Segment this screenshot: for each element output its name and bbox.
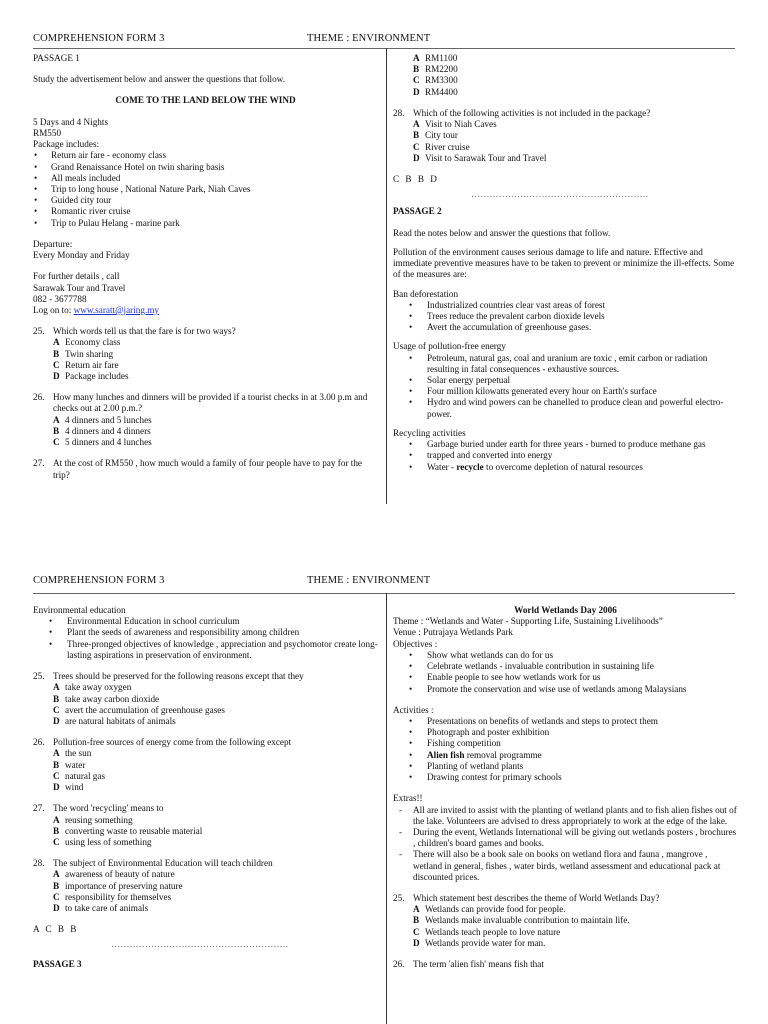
option-text: importance of preserving nature bbox=[65, 880, 183, 891]
page2-header-left: COMPREHENSION FORM 3 bbox=[33, 575, 165, 586]
option bbox=[393, 904, 738, 915]
option-text: 4 dinners and 4 dinners bbox=[65, 425, 151, 436]
list-item: • Solar energy perpetual bbox=[393, 375, 738, 386]
alien-fish-bold: Alien fish bbox=[427, 749, 465, 760]
question-number: 25. bbox=[33, 326, 45, 337]
option-letter: A bbox=[53, 337, 60, 348]
list-item: - All are invited to assist with the planting of wetland plants and to fish alien fishes out of the lake. Volunteers are advised to dress appropriately to work at the edge of the lake. bbox=[393, 805, 738, 827]
list-item bbox=[393, 462, 738, 473]
option bbox=[33, 426, 378, 437]
option bbox=[33, 705, 378, 716]
question-text: At the cost of RM550 , how much would a family of four people have to pay for the trip? bbox=[53, 458, 362, 480]
option-text: awareness of beauty of nature bbox=[65, 869, 175, 880]
option-letter: B bbox=[53, 348, 60, 359]
option-letter: B bbox=[413, 130, 420, 141]
option-letter: C bbox=[53, 770, 60, 781]
question-text: Which of the following activities is not included in the package? bbox=[413, 107, 651, 118]
dotted-separator: …………………………………………………. bbox=[111, 939, 288, 950]
question-text: The word 'recycling' means to bbox=[53, 803, 164, 814]
option-text: River cruise bbox=[425, 141, 470, 152]
website-link[interactable]: www.saratt@jaring.my bbox=[73, 304, 160, 315]
option bbox=[33, 782, 378, 793]
list-item: • Plant the seeds of awareness and responsibility among children bbox=[33, 627, 378, 638]
list-item: • Environmental Education in school curriculum bbox=[33, 616, 378, 627]
list-item: • Enable people to see how wetlands work for us bbox=[393, 672, 738, 683]
question-28 bbox=[33, 858, 378, 869]
package-list bbox=[33, 150, 378, 229]
option-text: 4 dinners and 5 lunches bbox=[65, 414, 152, 425]
option bbox=[33, 892, 378, 903]
option bbox=[33, 837, 378, 848]
list-item: • Petroleum, natural gas, coal and uranium are toxic , emit carbon or radiation resulting in fatal consequences - exhaustive sources. bbox=[393, 353, 738, 375]
question-26 bbox=[393, 959, 738, 970]
option-text: Package includes bbox=[65, 371, 129, 382]
page1-header-right: THEME : ENVIRONMENT bbox=[307, 33, 431, 44]
list-item: • Trip to Pulau Helang - marine park bbox=[33, 218, 378, 229]
page1-header-left: COMPREHENSION FORM 3 bbox=[33, 33, 165, 44]
list-item: • Planting of wetland plants bbox=[393, 761, 738, 772]
option-text: take away carbon dioxide bbox=[65, 693, 160, 704]
passage3-label: PASSAGE 3 bbox=[33, 958, 82, 969]
option-text: converting waste to reusable material bbox=[65, 825, 203, 836]
option-letter: D bbox=[53, 903, 60, 914]
company-name: Sarawak Tour and Travel bbox=[33, 282, 126, 293]
dotted-separator: …………………………………………………. bbox=[471, 189, 648, 200]
energy-list bbox=[393, 353, 738, 420]
option-text: using less of something bbox=[65, 836, 152, 847]
option bbox=[33, 716, 378, 727]
option-letter: D bbox=[53, 371, 60, 382]
recycling-list bbox=[393, 439, 738, 473]
option bbox=[33, 815, 378, 826]
objectives-list bbox=[393, 650, 738, 695]
question-text: Trees should be preserved for the following reasons except that they bbox=[53, 671, 304, 682]
option-letter: A bbox=[53, 814, 60, 825]
option-letter: C bbox=[53, 437, 60, 448]
page1-header-rule bbox=[33, 48, 735, 49]
question-number: 25. bbox=[393, 893, 405, 904]
question-25 bbox=[393, 893, 738, 904]
option-letter: D bbox=[53, 715, 60, 726]
list-item: • Show what wetlands can do for us bbox=[393, 650, 738, 661]
package-heading: Package includes: bbox=[33, 139, 100, 150]
option bbox=[33, 881, 378, 892]
wetlands-venue: Venue : Putrajaya Wetlands Park bbox=[393, 627, 514, 638]
option-letter: D bbox=[53, 782, 60, 793]
option bbox=[393, 87, 738, 98]
option-text: RM3300 bbox=[425, 75, 458, 86]
list-item: • Trees reduce the prevalent carbon dioxide levels bbox=[393, 311, 738, 322]
option-text: Economy class bbox=[65, 337, 121, 348]
option-text: reusing something bbox=[65, 814, 133, 825]
option-letter: B bbox=[413, 64, 420, 75]
ad-title: COME TO THE LAND BELOW THE WIND bbox=[115, 95, 296, 106]
page2-right-column bbox=[393, 605, 738, 970]
option bbox=[33, 826, 378, 837]
option-text: the sun bbox=[65, 748, 92, 759]
option-letter: A bbox=[413, 53, 420, 63]
objectives-heading: Objectives : bbox=[393, 638, 438, 649]
list-item: • trapped and converted into energy bbox=[393, 450, 738, 461]
option bbox=[33, 694, 378, 705]
list-item: • Grand Renaissance Hotel on twin sharing basis bbox=[33, 162, 378, 173]
question-27 bbox=[33, 458, 378, 480]
question-number: 28. bbox=[33, 858, 45, 869]
list-item: • Fishing competition bbox=[393, 738, 738, 749]
passage1-instruction: Study the advertisement below and answer the questions that follow. bbox=[33, 74, 286, 85]
list-item: • Photograph and poster exhibition bbox=[393, 727, 738, 738]
details-heading: For further details , call bbox=[33, 271, 120, 282]
list-item: - During the event, Wetlands International will be giving out wetlands posters , brochures , children's board games and books. bbox=[393, 827, 738, 849]
question-text: How many lunches and dinners will be provided if a tourist checks in at 3.00 p.m and checks out at 2.00 p.m.? bbox=[53, 392, 368, 414]
question-text: The subject of Environmental Education will teach children bbox=[53, 858, 273, 869]
question-26 bbox=[33, 392, 378, 414]
option-letter: A bbox=[413, 119, 420, 130]
option-letter: C bbox=[413, 75, 420, 86]
list-item: • Presentations on benefits of wetlands and steps to protect them bbox=[393, 716, 738, 727]
question-number: 26. bbox=[33, 392, 45, 403]
activities-list bbox=[393, 716, 738, 783]
option bbox=[33, 682, 378, 693]
water-prefix: Water - bbox=[427, 461, 457, 472]
question-25 bbox=[33, 326, 378, 337]
question-28 bbox=[393, 108, 738, 119]
question-text: Pollution-free sources of energy come from the following except bbox=[53, 737, 292, 748]
question-text: Which statement best describes the theme of World Wetlands Day? bbox=[413, 893, 660, 904]
passage1-label: PASSAGE 1 bbox=[33, 53, 80, 63]
passage2-instruction: Read the notes below and answer the questions that follow. bbox=[393, 227, 611, 238]
option-letter: B bbox=[413, 915, 420, 926]
option bbox=[393, 130, 738, 141]
option-text: take away oxygen bbox=[65, 682, 132, 693]
option bbox=[393, 119, 738, 130]
option-letter: A bbox=[413, 904, 420, 915]
option-letter: D bbox=[413, 86, 420, 97]
page2-column-divider bbox=[386, 593, 387, 1024]
question-number: 27. bbox=[33, 803, 45, 814]
option bbox=[393, 64, 738, 75]
option bbox=[33, 337, 378, 348]
list-item: • Trip to long house , National Nature Park, Niah Caves bbox=[33, 184, 378, 195]
list-item: • Celebrate wetlands - invaluable contribution in sustaining life bbox=[393, 661, 738, 672]
departure-heading: Departure: bbox=[33, 238, 73, 249]
option-text: water bbox=[65, 759, 86, 770]
logon-line bbox=[33, 305, 378, 316]
option-text: Wetlands can provide food for people. bbox=[425, 904, 566, 915]
passage2-intro: Pollution of the environment causes serious damage to life and nature. Effective and immediate preventive measures have to be taken to prevent or minimize the ill-effects. Some of the measures are: bbox=[393, 246, 735, 280]
option bbox=[33, 349, 378, 360]
option-letter: C bbox=[413, 926, 420, 937]
option-letter: A bbox=[53, 414, 60, 425]
option bbox=[33, 360, 378, 371]
option-letter: B bbox=[53, 693, 60, 704]
water-suffix: to overcome depletion of natural resources bbox=[483, 461, 643, 472]
option-text: Twin sharing bbox=[65, 348, 114, 359]
option-text: RM2200 bbox=[425, 64, 458, 75]
question-26 bbox=[33, 737, 378, 748]
option-letter: C bbox=[53, 359, 60, 370]
list-item: • Guided city tour bbox=[33, 195, 378, 206]
option-letter: C bbox=[53, 836, 60, 847]
option bbox=[393, 915, 738, 926]
page1-left-column bbox=[33, 53, 378, 481]
extras-heading: Extras!! bbox=[393, 793, 423, 804]
option bbox=[33, 903, 378, 914]
option-text: Wetlands provide water for man. bbox=[425, 937, 546, 948]
answer-key: A C B B bbox=[33, 924, 79, 935]
option-text: are natural habitats of animals bbox=[65, 715, 176, 726]
option-text: avert the accumulation of greenhouse gases bbox=[65, 704, 225, 715]
energy-heading: Usage of pollution-free energy bbox=[393, 341, 506, 352]
wetlands-theme: Theme : “Wetlands and Water - Supporting Life, Sustaining Livelihoods” bbox=[393, 616, 663, 627]
option-text: to take care of animals bbox=[65, 903, 149, 914]
list-item: • Avert the accumulation of greenhouse gases. bbox=[393, 322, 738, 333]
question-text: Which words tell us that the fare is for two ways? bbox=[53, 326, 236, 337]
recycling-heading: Recycling activities bbox=[393, 427, 466, 438]
option bbox=[33, 415, 378, 426]
option-text: RM1100 bbox=[425, 53, 458, 63]
option-letter: B bbox=[53, 425, 60, 436]
option bbox=[393, 153, 738, 164]
ban-list bbox=[393, 300, 738, 334]
page2-header-right: THEME : ENVIRONMENT bbox=[307, 575, 431, 586]
option-text: City tour bbox=[425, 130, 458, 141]
question-27 bbox=[33, 803, 378, 814]
ad-duration: 5 Days and 4 Nights bbox=[33, 116, 109, 127]
phone-number: 082 - 3677788 bbox=[33, 293, 87, 304]
list-item: • Industrialized countries clear vast areas of forest bbox=[393, 300, 738, 311]
option-text: responsibility for themselves bbox=[65, 891, 172, 902]
list-item: • Promote the conservation and wise use of wetlands among Malaysians bbox=[393, 684, 738, 695]
question-number: 27. bbox=[33, 458, 45, 469]
option-text: Wetlands make invaluable contribution to maintain life. bbox=[425, 915, 630, 926]
option-text: Return air fare bbox=[65, 359, 119, 370]
option-letter: A bbox=[53, 869, 60, 880]
option bbox=[393, 75, 738, 86]
option bbox=[33, 760, 378, 771]
list-item: - There will also be a book sale on books on wetland flora and fauna , mangrove , wetland in general, fishes , water birds, wetland assessment and educational pack at discounted prices. bbox=[393, 849, 738, 883]
activities-heading: Activities : bbox=[393, 704, 434, 715]
departure-days: Every Monday and Friday bbox=[33, 250, 130, 261]
list-item: • Drawing contest for primary schools bbox=[393, 772, 738, 783]
list-item: • Four million kilowatts generated every hour on Earth's surface bbox=[393, 386, 738, 397]
list-item: • Garbage buried under earth for three years - burned to produce methane gas bbox=[393, 439, 738, 450]
wetlands-title: World Wetlands Day 2006 bbox=[514, 605, 617, 615]
option-text: Visit to Sarawak Tour and Travel bbox=[425, 152, 547, 163]
page1-column-divider bbox=[386, 48, 387, 504]
list-item: • Romantic river cruise bbox=[33, 206, 378, 217]
option-letter: B bbox=[53, 759, 60, 770]
env-heading: Environmental education bbox=[33, 605, 126, 615]
option-letter: B bbox=[53, 825, 60, 836]
option bbox=[33, 748, 378, 759]
option-text: wind bbox=[65, 782, 84, 793]
page2-left-column bbox=[33, 605, 378, 970]
water-bold: recycle bbox=[456, 461, 484, 472]
question-number: 26. bbox=[33, 737, 45, 748]
option-letter: B bbox=[53, 880, 60, 891]
question-text: The term 'alien fish' means fish that bbox=[413, 959, 544, 970]
option bbox=[33, 869, 378, 880]
option-letter: C bbox=[413, 141, 420, 152]
option bbox=[393, 938, 738, 949]
logon-label: Log on to: bbox=[33, 304, 74, 315]
question-number: 28. bbox=[393, 107, 405, 118]
option bbox=[33, 437, 378, 448]
page1-right-column bbox=[393, 53, 738, 473]
list-item: • All meals included bbox=[33, 173, 378, 184]
option-text: Wetlands teach people to love nature bbox=[425, 926, 561, 937]
option bbox=[393, 927, 738, 938]
page2-header-rule bbox=[33, 593, 735, 594]
question-number: 25. bbox=[33, 671, 45, 682]
ban-heading: Ban deforestation bbox=[393, 288, 459, 299]
option bbox=[393, 53, 738, 64]
extras-list bbox=[393, 805, 738, 884]
alien-fish-rest: removal programme bbox=[464, 749, 542, 760]
option-text: Visit to Niah Caves bbox=[425, 119, 497, 130]
env-list bbox=[33, 616, 378, 661]
option-letter: A bbox=[53, 748, 60, 759]
option bbox=[33, 371, 378, 382]
answer-key: C B B D bbox=[393, 173, 439, 184]
option-text: natural gas bbox=[65, 770, 106, 781]
option-letter: A bbox=[53, 682, 60, 693]
passage2-label: PASSAGE 2 bbox=[393, 206, 442, 217]
question-number: 26. bbox=[393, 959, 405, 970]
option-letter: D bbox=[413, 937, 420, 948]
list-item: • Three-pronged objectives of knowledge , appreciation and psychomotor create long-lasting aspirations in preservation of environment. bbox=[33, 639, 378, 661]
option-text: RM4400 bbox=[425, 86, 458, 97]
list-item bbox=[393, 750, 738, 761]
option bbox=[393, 142, 738, 153]
option-letter: C bbox=[53, 704, 60, 715]
option-letter: D bbox=[413, 152, 420, 163]
option bbox=[33, 771, 378, 782]
list-item: • Return air fare - economy class bbox=[33, 150, 378, 161]
option-letter: C bbox=[53, 891, 60, 902]
ad-price: RM550 bbox=[33, 127, 62, 138]
option-text: 5 dinners and 4 lunches bbox=[65, 437, 152, 448]
question-25 bbox=[33, 671, 378, 682]
list-item: • Hydro and wind powers can be chanelled to produce clean and powerful electro-power. bbox=[393, 397, 738, 419]
